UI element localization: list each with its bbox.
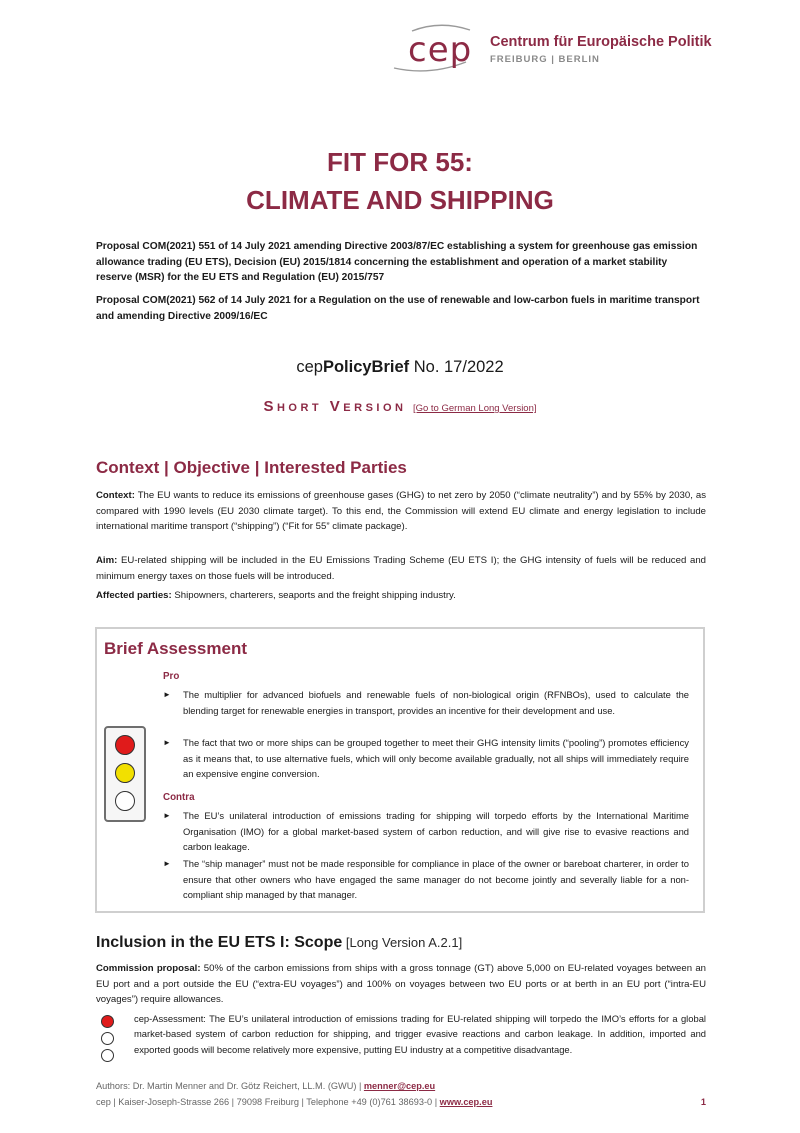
scope-long-version-ref: [Long Version A.2.1] <box>342 935 463 950</box>
parties-label: Affected parties: <box>96 590 172 601</box>
brief-bold: PolicyBrief <box>322 358 410 376</box>
org-name: Centrum für Europäische Politik <box>490 34 712 50</box>
pro-item-text: The fact that two or more ships can be grouped together to meet their GHG intensity limits (“pooling”) promotes efficiency as it means that, to use alternative fuels, which will only become available gradually, not all ships will immediately require an expensive engine conversion. <box>183 737 689 779</box>
context-text: The EU wants to reduce its emissions of greenhouse gases (GHG) to net zero by 2050 (“climate neutrality”) and by 55% by 2030, as compared with 1990 levels (EU 2030 climate target). To this end, the Commission will extend EU climate and energy legislation to include international maritime transport (“shipping”) (“Fit for 55” climate package). <box>96 490 706 532</box>
bullet-arrow-icon: ► <box>163 811 171 820</box>
brief-assessment-heading: Brief Assessment <box>104 639 247 658</box>
parties-paragraph <box>96 588 706 604</box>
brief-assessment-box <box>95 627 705 913</box>
commission-proposal-text: 50% of the carbon emissions from ships with a gross tonnage (GT) above 5,000 on EU-related voyages between an EU port and a port outside the EU (“extra-EU voyages”) and 100% on voyages between two EU ports or at berth in an EU port (“intra-EU voyages”) require allowances. <box>96 963 706 1005</box>
authors-text: Authors: Dr. Martin Menner and Dr. Götz Reichert, LL.M. (GWU) | <box>96 1081 364 1091</box>
scope-heading-text: Inclusion in the EU ETS I: Scope <box>96 934 343 951</box>
proposal-1: Proposal COM(2021) 551 of 14 July 2021 amending Directive 2003/87/EC establishing a system for greenhouse gas emission allowance trading (EU ETS), Decision (EU) 2015/1814 concerning the establishment and operation of a market stability reserve (MSR) for the EU ETS and Regulation (EU) 2015/757 <box>96 241 698 283</box>
proposal-2: Proposal COM(2021) 562 of 14 July 2021 for a Regulation on the use of renewable and low-carbon fuels in maritime transport and amending Directive 2009/16/EC <box>96 295 700 322</box>
document-title <box>0 143 800 219</box>
contra-item-text: The EU’s unilateral introduction of emissions trading for shipping will torpedo efforts by the International Maritime Organisation (IMO) for a global market-based system of carbon reduction, and will give rise to evasive reactions and carbon leakage. <box>183 810 689 852</box>
footer-address <box>96 1097 706 1107</box>
address-text: cep | Kaiser-Joseph-Strasse 266 | 79098 Freiburg | Telephone +49 (0)761 38693-0 | <box>96 1097 440 1107</box>
contra-item <box>163 808 689 855</box>
pro-item-text: The multiplier for advanced biofuels and renewable fuels of non-biological origin (RFNBOs), used to calculate the blending target for renewable energies in transport, provides an incentive for their development and use. <box>183 689 689 716</box>
short-version-label: Short Version <box>263 398 407 415</box>
context-paragraph <box>96 488 706 535</box>
scope-heading <box>96 932 462 952</box>
org-cities: FREIBURG | BERLIN <box>490 54 600 65</box>
brief-prefix: cep <box>296 358 323 376</box>
logo-text: cep <box>408 30 473 70</box>
short-version-heading <box>0 398 800 416</box>
pro-item <box>163 735 689 782</box>
off-light-icon <box>101 1049 114 1062</box>
commission-proposal-label: Commission proposal: <box>96 963 201 974</box>
title-line-2: CLIMATE AND SHIPPING <box>246 185 554 215</box>
contra-item-text: The “ship manager” must not be made responsible for compliance in place of the owner or bareboat charterer, in order to ensure that other owners who have engaged the same manager do not become jointly and severally liable for a non-compliant ship managed by that manager. <box>183 858 689 900</box>
bullet-arrow-icon: ► <box>163 738 171 747</box>
website-link[interactable]: www.cep.eu <box>439 1097 493 1107</box>
contra-item <box>163 856 689 903</box>
author-email-link[interactable]: menner@cep.eu <box>363 1081 436 1091</box>
context-label: Context: <box>96 490 135 501</box>
yellow-light-icon <box>115 763 135 783</box>
red-light-icon <box>115 735 135 755</box>
brief-number: No. 17/2022 <box>409 358 504 376</box>
context-heading: Context | Objective | Interested Parties <box>96 458 407 477</box>
policy-brief-number <box>0 358 800 377</box>
small-traffic-light-icon <box>99 1013 118 1064</box>
cep-assessment-text: The EU’s unilateral introduction of emissions trading for EU-related shipping will torpedo the IMO’s efforts for a global market-based system of carbon reduction for shipping, and trigger evasive reactions and carbon leakage. In addition, imported and exported goods will become relatively more expensive, putting EU industry at a competitive disadvantage. <box>134 1013 706 1055</box>
commission-proposal-paragraph <box>96 961 706 1008</box>
page-number: 1 <box>700 1097 706 1107</box>
contra-label: Contra <box>163 792 195 803</box>
traffic-light-icon <box>104 726 146 822</box>
off-light-icon <box>101 1032 114 1045</box>
cep-logo <box>390 22 720 74</box>
bullet-arrow-icon: ► <box>163 690 171 699</box>
aim-label: Aim: <box>96 555 118 566</box>
aim-text: EU-related shipping will be included in the EU Emissions Trading Scheme (EU ETS I); the GHG intensity of fuels will be reduced and minimum energy taxes on those fuels will be introduced. <box>96 555 706 582</box>
red-light-icon <box>101 1015 114 1028</box>
german-long-version-link[interactable]: [Go to German Long Version] <box>412 403 537 414</box>
footer-authors <box>96 1081 706 1091</box>
white-light-icon <box>115 791 135 811</box>
cep-assessment-paragraph <box>134 1011 706 1057</box>
bullet-arrow-icon: ► <box>163 859 171 868</box>
cep-assessment-label: cep-Assessment: <box>134 1013 206 1024</box>
parties-text: Shipowners, charterers, seaports and the freight shipping industry. <box>171 590 456 601</box>
title-line-1: FIT FOR 55: <box>327 147 473 177</box>
pro-label: Pro <box>163 671 180 682</box>
aim-paragraph <box>96 553 706 584</box>
pro-item <box>163 687 689 718</box>
